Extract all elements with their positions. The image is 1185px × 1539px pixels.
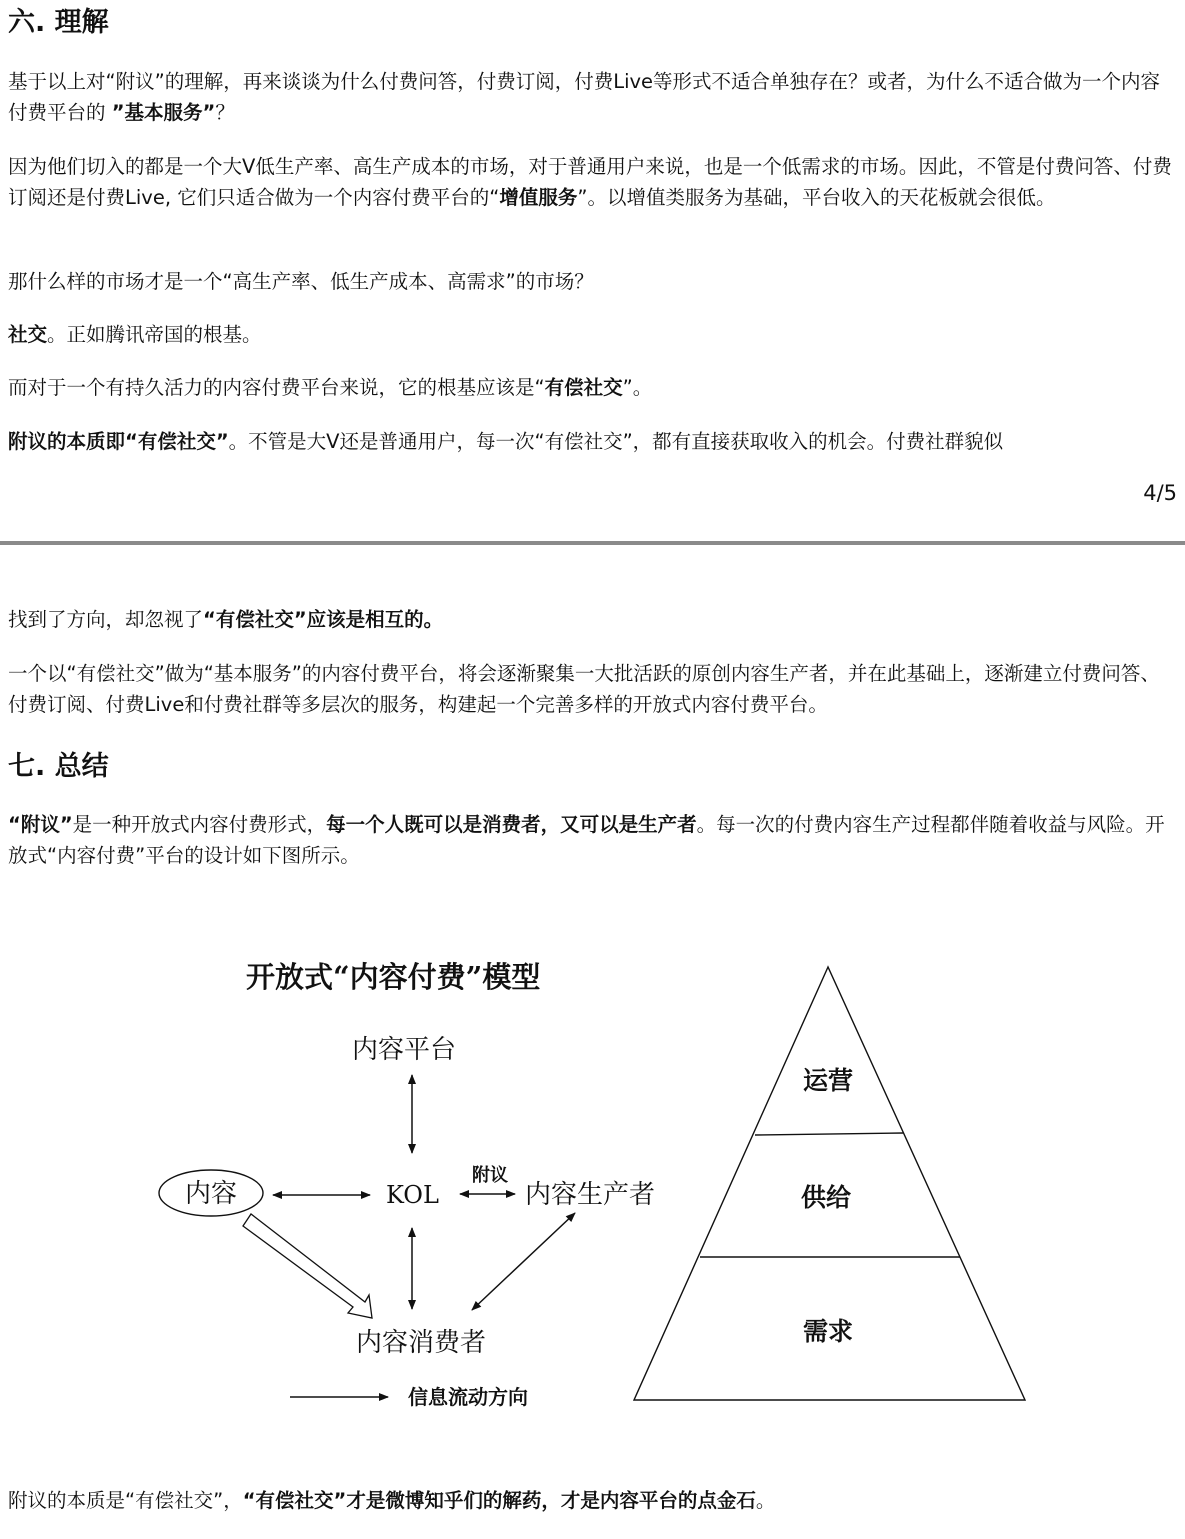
pyramid-level-operation: 运营 bbox=[802, 1066, 854, 1095]
text-run: ”。以增值类服务为基础，平台收入的天花板就会很低。 bbox=[577, 186, 1056, 209]
closing-paragraph bbox=[8, 1485, 1176, 1516]
pyramid-level-demand: 需求 bbox=[802, 1317, 854, 1346]
section-7-heading: 七. 总结 bbox=[8, 751, 109, 782]
page-number: 4/5 bbox=[1143, 481, 1177, 505]
section-6-paragraph-4 bbox=[8, 319, 1176, 350]
bold-text: 增值服务 bbox=[499, 186, 578, 209]
text-run: 而对于一个有持久活力的内容付费平台来说，它的根基应该是“ bbox=[8, 376, 545, 399]
text-run: 是一种开放式内容付费形式， bbox=[72, 813, 327, 836]
content-payment-model-diagram bbox=[140, 945, 1040, 1425]
bold-text: 每一个人既可以是消费者，又可以是生产者 bbox=[326, 813, 697, 836]
node-content-producer: 内容生产者 bbox=[525, 1180, 656, 1210]
node-content-platform: 内容平台 bbox=[352, 1035, 457, 1065]
bold-text: 有偿社交 bbox=[544, 376, 623, 399]
arrow-producer-consumer bbox=[472, 1213, 575, 1310]
continued-paragraph-1 bbox=[8, 604, 1176, 635]
section-6-paragraph-3 bbox=[8, 266, 1176, 297]
bold-text: 社交 bbox=[8, 323, 48, 346]
bold-text: 附议的本质即“有偿社交” bbox=[8, 430, 229, 453]
continued-paragraph-2 bbox=[8, 658, 1176, 720]
text-run: 找到了方向，却忽视了 bbox=[8, 608, 204, 631]
text-run: 那什么样的市场才是一个“高生产率、低生产成本、高需求”的市场？ bbox=[8, 270, 594, 293]
bold-text: “附议” bbox=[8, 813, 73, 836]
text-run: ？ bbox=[215, 101, 235, 124]
section-7-paragraph-1 bbox=[8, 809, 1176, 871]
bold-text: “有偿社交”应该是相互的。 bbox=[203, 608, 444, 631]
section-6-paragraph-6 bbox=[8, 426, 1176, 457]
label-fuyi: 附议 bbox=[472, 1165, 508, 1186]
node-content: 内容 bbox=[184, 1179, 238, 1209]
section-6-heading: 六. 理解 bbox=[8, 7, 109, 38]
node-kol: KOL bbox=[386, 1181, 439, 1209]
diagram-title: 开放式“内容付费”模型 bbox=[246, 960, 541, 994]
hollow-arrow-content-consumer bbox=[243, 1214, 372, 1318]
text-run: 。每一次的付费内容生产过程都伴随着收益与风险。开放式“内容付费”平台的设计如下图所示。 bbox=[8, 813, 1165, 867]
bold-text: “有偿社交”才是微博知乎们的解药，才是内容平台的点金石 bbox=[242, 1489, 756, 1512]
section-6-paragraph-5 bbox=[8, 372, 1176, 403]
text-run: 基于以上对“附议”的理解，再来谈谈为什么付费问答，付费订阅，付费Live等形式不适合单独存在？或者，为什么不适合做为一个内容付费平台的 bbox=[8, 70, 1161, 124]
text-run: 。正如腾讯帝国的根基。 bbox=[47, 323, 262, 346]
section-6-paragraph-1 bbox=[8, 66, 1176, 128]
text-run: ”。 bbox=[622, 376, 653, 399]
bold-text: ”基本服务” bbox=[111, 101, 216, 124]
text-run: 。不管是大V还是普通用户，每一次“有偿社交”，都有直接获取收入的机会。付费社群貌似 bbox=[228, 430, 1004, 453]
text-run: 附议的本质是“有偿社交”， bbox=[8, 1489, 243, 1512]
text-run: 。 bbox=[755, 1489, 776, 1512]
pyramid-level-supply: 供给 bbox=[800, 1183, 852, 1212]
page-divider bbox=[0, 541, 1185, 545]
text-run: 一个以“有偿社交”做为“基本服务”的内容付费平台，将会逐渐聚集一大批活跃的原创内容生产者，并在此基础上，逐渐建立付费问答、付费订阅、付费Live和付费社群等多层次的服务，构建起一个完善多样的开放式内容付费平台。 bbox=[8, 662, 1160, 716]
section-6-paragraph-2 bbox=[8, 151, 1176, 213]
text-run: 因为他们切入的都是一个大V低生产率、高生产成本的市场，对于普通用户来说，也是一个低需求的市场。因此，不管是付费问答、付费订阅还是付费Live, 它们只适合做为一个内容付费平台的“ bbox=[8, 155, 1172, 209]
legend-label: 信息流动方向 bbox=[408, 1385, 528, 1409]
node-content-consumer: 内容消费者 bbox=[356, 1328, 487, 1358]
